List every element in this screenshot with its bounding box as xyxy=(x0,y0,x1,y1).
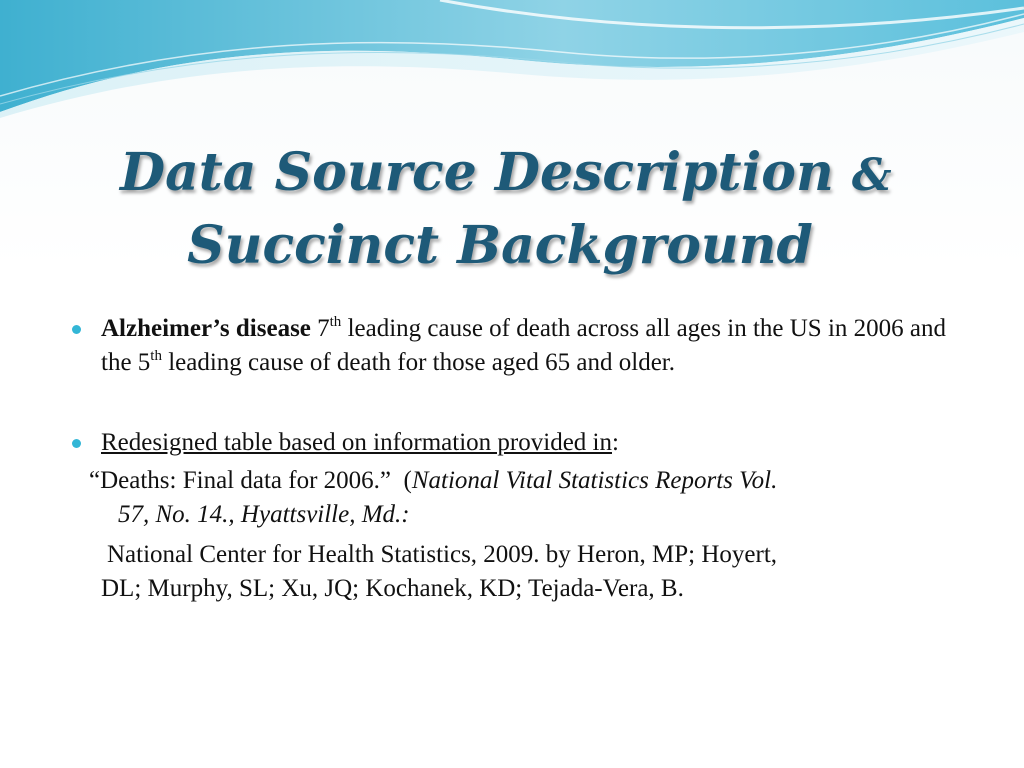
bullet-underlined-text: Redesigned table based on information provided in xyxy=(101,429,612,456)
rank-5-suffix: th xyxy=(150,347,162,364)
bullet-text-2: leading cause of death for those aged 65 and older. xyxy=(168,349,675,376)
reference-journal: National Vital Statistics Reports Vol. xyxy=(411,467,778,494)
reference-volume: 57, No. 14., Hyattsville, Md.: xyxy=(118,501,410,528)
slide-body xyxy=(72,312,972,606)
title-ampersand: & xyxy=(851,150,892,201)
bullet-redesigned-table xyxy=(72,426,972,460)
reference-open-paren: ( xyxy=(403,467,412,494)
title-line-2: Succinct Background xyxy=(187,215,813,276)
bullet-alzheimers xyxy=(72,312,972,380)
reference-publisher xyxy=(72,538,972,606)
rank-7-suffix: th xyxy=(329,313,342,330)
rank-5: 5 xyxy=(137,349,151,376)
reference-citation xyxy=(72,464,972,532)
bullet-colon: : xyxy=(612,429,619,456)
publisher-line-1: National Center for Health Statistics, 2009. by Heron, MP; Hoyert, xyxy=(107,541,778,568)
publisher-line-2: DL; Murphy, SL; Xu, JQ; Kochanek, KD; Tejada-Vera, B. xyxy=(101,575,684,602)
reference-quote: “Deaths: Final data for 2006.” xyxy=(89,467,391,494)
header-wave-decoration xyxy=(0,0,1024,130)
bullet-bold-lead: Alzheimer’s disease xyxy=(101,315,311,342)
bullet-dot-icon xyxy=(72,439,81,448)
slide-title xyxy=(120,138,892,281)
title-line-1: Data Source Description & xyxy=(120,142,892,203)
rank-7: 7 xyxy=(317,315,330,342)
bullet-text-1: leading cause of death across all ages in the US in 2006 and the xyxy=(101,315,946,376)
bullet-dot-icon xyxy=(72,325,81,334)
